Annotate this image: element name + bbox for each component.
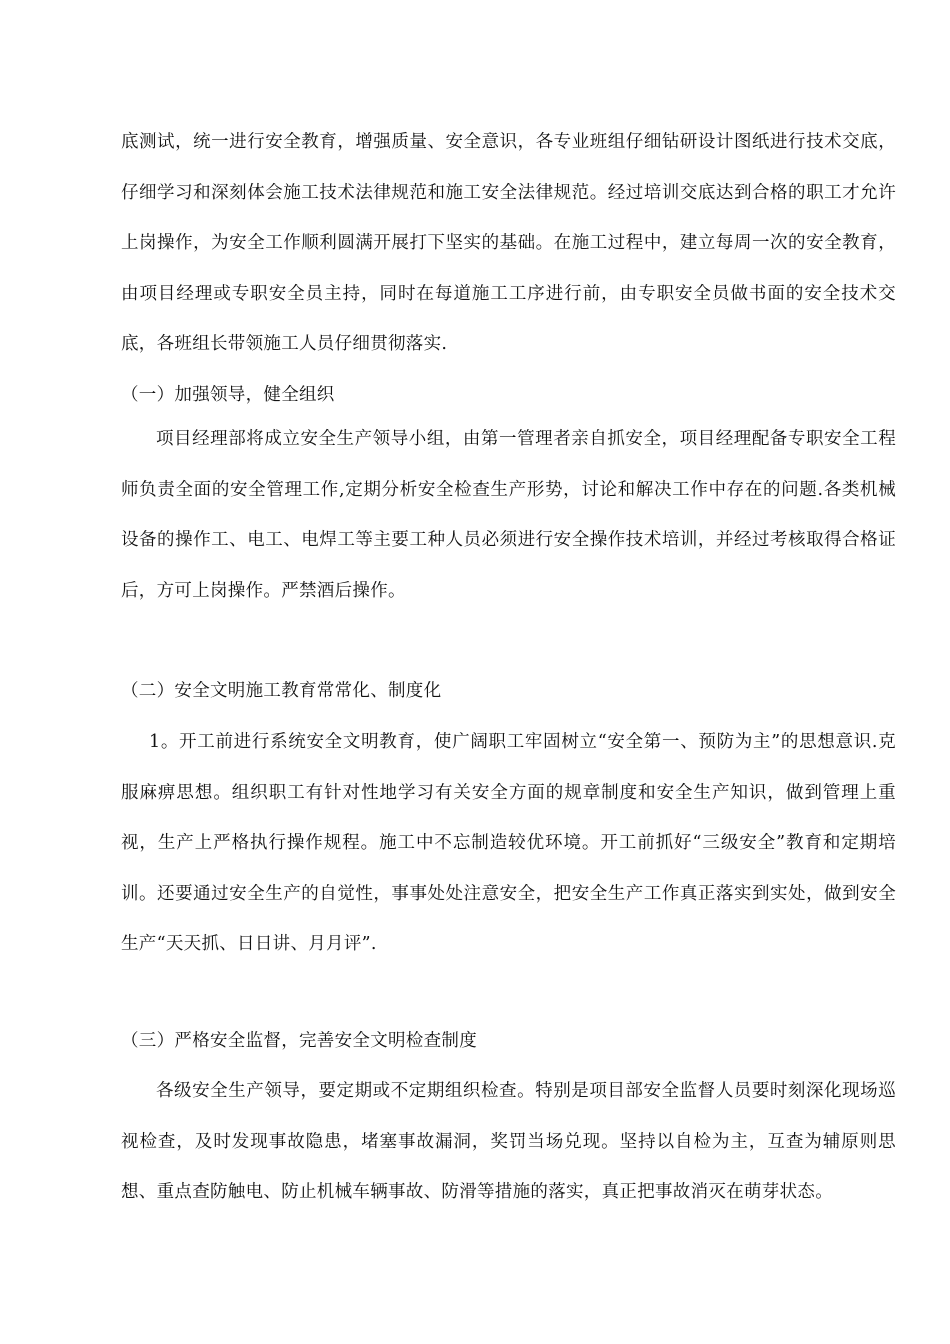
- section-heading-1: （一）加强领导，健全组织: [121, 385, 335, 405]
- section-heading-3: （三）严格安全监督，完善安全文明检查制度: [121, 1031, 477, 1051]
- paragraph-supervision: 各级安全生产领导，要定期或不定期组织检查。特别是项目部安全监督人员要时刻深化现场巡视检查，及时发现事故隐患，堵塞事故漏洞，奖罚当场兑现。坚持以自检为主，互查为辅原则思想、重点查防触电、防止机械车辆事故、防滑等措施的落实，真正把事故消灭在萌芽状态。: [121, 1081, 896, 1202]
- paragraph-routine-education: 1。开工前进行系统安全文明教育，使广阔职工牢固树立“安全第一、预防为主”的思想意识.克服麻痹思想。组织职工有针对性地学习有关安全方面的规章制度和安全生产知识，做到管理上重视，生产上严格执行操作规程。施工中不忘制造较优环境。开工前抓好“三级安全”教育和定期培训。还要通过安全生产的自觉性，事事处处注意安全，把安全生产工作真正落实到实处，做到安全生产“天天抓、日日讲、月月评”.: [121, 732, 896, 954]
- paragraph-leadership: 项目经理部将成立安全生产领导小组，由第一管理者亲自抓安全，项目经理配备专职安全工程师负责全面的安全管理工作,定期分析安全检查生产形势，讨论和解决工作中存在的问题.各类机械设备的操作工、电工、电焊工等主要工种人员必须进行安全操作技术培训，并经过考核取得合格证后，方可上岗操作。严禁酒后操作。: [121, 429, 896, 601]
- section-heading-2: （二）安全文明施工教育常常化、制度化: [121, 681, 442, 701]
- paragraph-safety-education: 底测试，统一进行安全教育，增强质量、安全意识，各专业班组仔细钻研设计图纸进行技术交底，仔细学习和深刻体会施工技术法律规范和施工安全法律规范。经过培训交底达到合格的职工才允许上岗操作，为安全工作顺利圆满开展打下坚实的基础。在施工过程中，建立每周一次的安全教育，由项目经理或专职安全员主持，同时在每道施工工序进行前，由专职安全员做书面的安全技术交底，各班组长带领施工人员仔细贯彻落实.: [121, 132, 896, 354]
